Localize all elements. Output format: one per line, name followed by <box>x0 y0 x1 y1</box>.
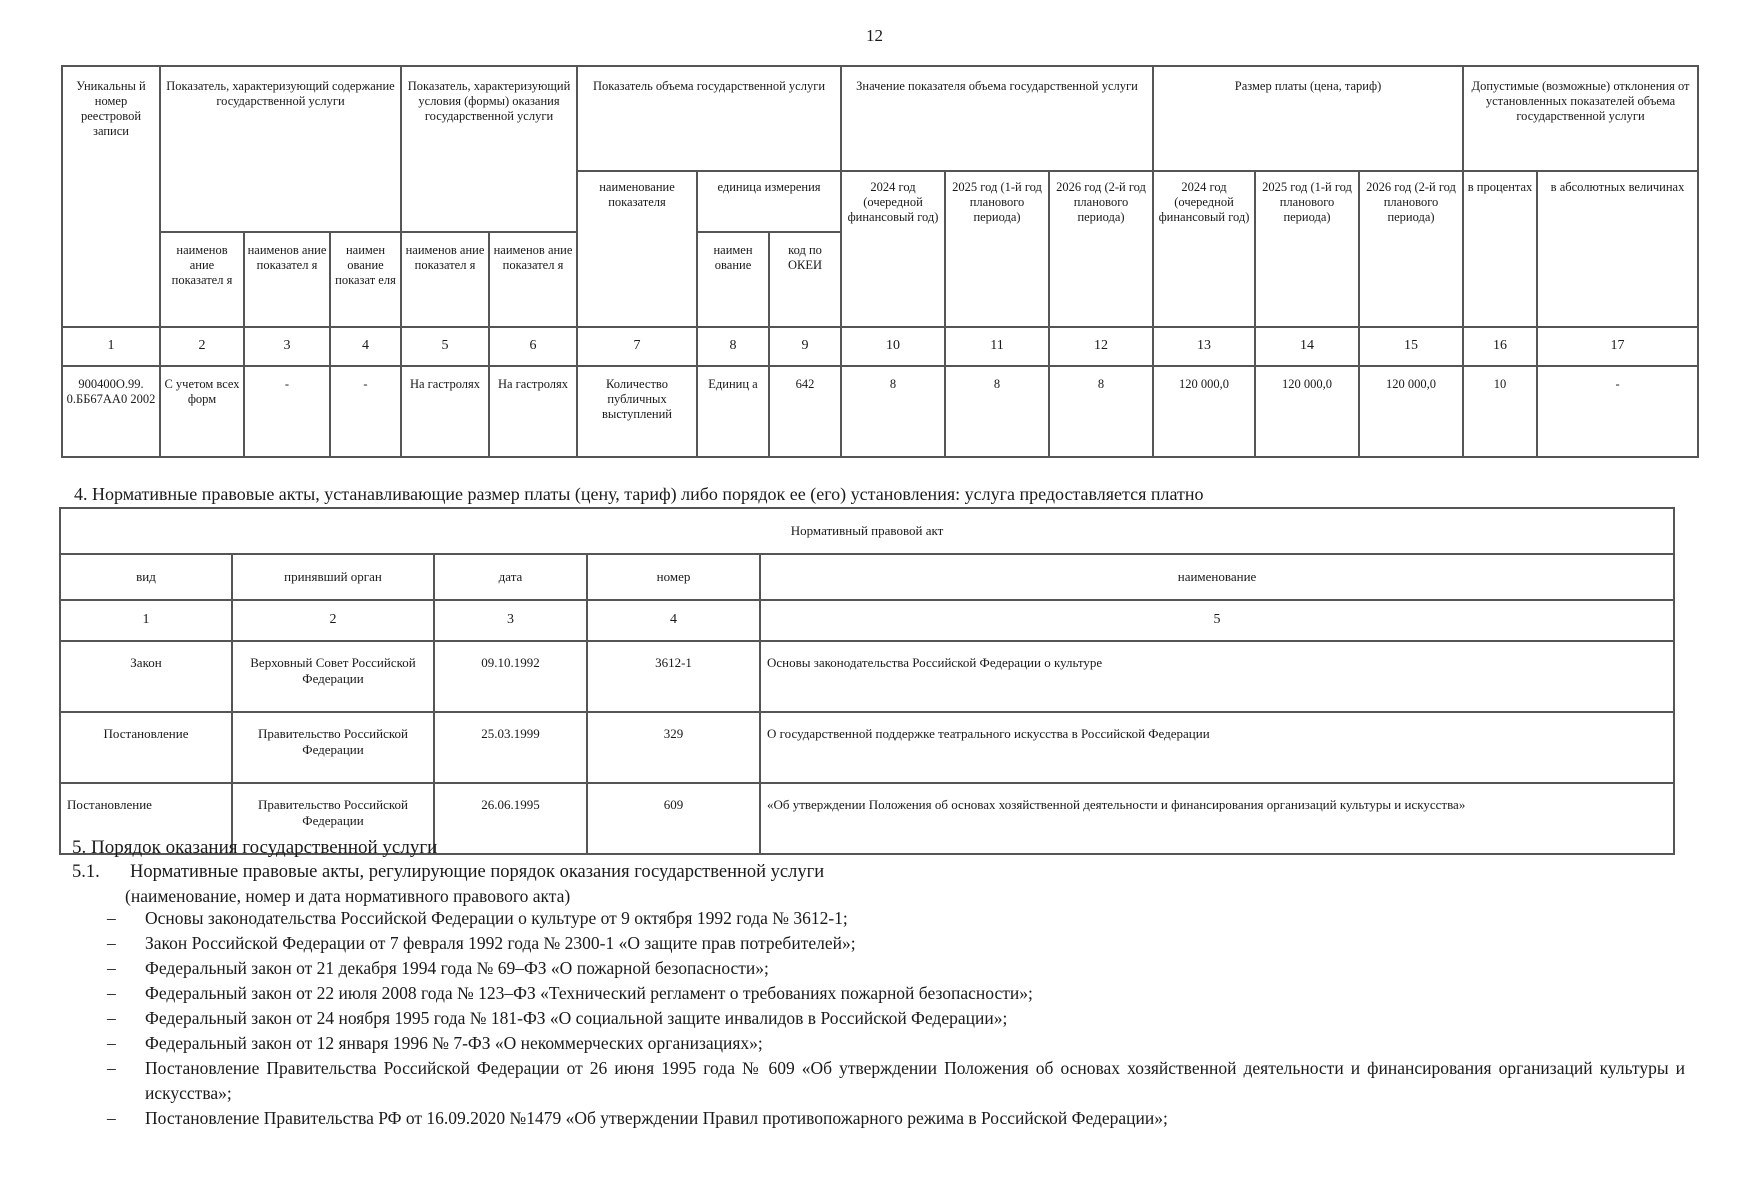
table-cell: - <box>1537 366 1698 457</box>
header-unit: единица измерения <box>697 171 841 232</box>
table-cell: О государственной поддержке театрального искусства в Российской Федерации <box>760 712 1674 783</box>
list-dash: – <box>107 983 116 1003</box>
header-unique-number: Уникальны й номер реестровой записи <box>62 66 160 327</box>
column-number: 1 <box>62 327 160 366</box>
table-cell: 120 000,0 <box>1255 366 1359 457</box>
column-number: 13 <box>1153 327 1255 366</box>
header-volume-2024: 2024 год (очередной финансовый год) <box>841 171 945 327</box>
table-cell: На гастролях <box>401 366 489 457</box>
table-cell: Постановление <box>60 783 232 854</box>
header-name-of-indicator: наименование показателя <box>577 171 697 327</box>
subheader-name: наименов ание показател я <box>160 232 244 327</box>
table-cell: 8 <box>1049 366 1153 457</box>
table-cell: 3612-1 <box>587 641 760 712</box>
table-cell: 120 000,0 <box>1359 366 1463 457</box>
list-item-text: Федеральный закон от 22 июля 2008 года № 123–ФЗ «Технический регламент о требованиях пожарной безопасности»; <box>145 983 1033 1003</box>
table-cell: Основы законодательства Российской Федерации о культуре <box>760 641 1674 712</box>
table-cell: Закон <box>60 641 232 712</box>
header-fee-2025: 2025 год (1-й год планового периода) <box>1255 171 1359 327</box>
table-cell: 25.03.1999 <box>434 712 587 783</box>
column-header-date: дата <box>434 554 587 600</box>
header-fee-2026: 2026 год (2-й год планового периода) <box>1359 171 1463 327</box>
list-item-text: Основы законодательства Российской Федерации о культуре от 9 октября 1992 года № 3612-1; <box>145 908 848 928</box>
table-row <box>60 712 1674 783</box>
table-cell: 642 <box>769 366 841 457</box>
column-number: 4 <box>330 327 401 366</box>
section-4-heading: 4. Нормативные правовые акты, устанавливающие размер платы (цену, тариф) либо порядок ее (его) установления: услуга предоставляется платно <box>74 484 1204 504</box>
column-number: 9 <box>769 327 841 366</box>
section-5-heading: 5. Порядок оказания государственной услуги <box>72 837 438 858</box>
table-cell: Единиц а <box>697 366 769 457</box>
header-percent: в процентах <box>1463 171 1537 327</box>
list-dash: – <box>107 933 116 953</box>
column-number: 5 <box>401 327 489 366</box>
table-cell: 329 <box>587 712 760 783</box>
column-number: 8 <box>697 327 769 366</box>
list-item <box>107 981 1685 1006</box>
subheader-name: наименов ание показател я <box>244 232 330 327</box>
header-deviations: Допустимые (возможные) отклонения от установленных показателей объема государственной услуги <box>1463 66 1698 171</box>
table-cell: Постановление <box>60 712 232 783</box>
column-header-title: наименование <box>760 554 1674 600</box>
table-row <box>62 366 1698 457</box>
column-number: 3 <box>434 600 587 641</box>
column-number: 7 <box>577 327 697 366</box>
table-cell: Верховный Совет Российской Федерации <box>232 641 434 712</box>
list-item-text: Федеральный закон от 12 января 1996 № 7-ФЗ «О некоммерческих организациях»; <box>145 1033 763 1053</box>
table-cell: - <box>244 366 330 457</box>
legal-acts-table <box>59 507 1675 855</box>
column-number: 12 <box>1049 327 1153 366</box>
list-dash: – <box>107 1108 116 1128</box>
legal-acts-list <box>107 906 1685 1131</box>
section-5-1-note: (наименование, номер и дата нормативного правового акта) <box>125 886 571 906</box>
subheader-unit-name: наимен ование <box>697 232 769 327</box>
column-number: 17 <box>1537 327 1698 366</box>
table-cell: 120 000,0 <box>1153 366 1255 457</box>
subheader-name: наименов ание показател я <box>401 232 489 327</box>
column-number: 14 <box>1255 327 1359 366</box>
page-number: 12 <box>866 26 883 45</box>
table-cell: - <box>330 366 401 457</box>
table-cell: Количество публичных выступлений <box>577 366 697 457</box>
subheader-okei-code: код по ОКЕИ <box>769 232 841 327</box>
column-number: 4 <box>587 600 760 641</box>
subheader-name: наименов ание показател я <box>489 232 577 327</box>
column-header-number: номер <box>587 554 760 600</box>
list-item <box>107 906 1685 931</box>
list-item <box>107 1006 1685 1031</box>
header-volume-value: Значение показателя объема государственной услуги <box>841 66 1153 171</box>
table-cell: 09.10.1992 <box>434 641 587 712</box>
column-number: 6 <box>489 327 577 366</box>
table-cell: 26.06.1995 <box>434 783 587 854</box>
section-5-1-number: 5.1. <box>72 862 100 882</box>
list-item-text: Федеральный закон от 21 декабря 1994 года № 69–ФЗ «О пожарной безопасности»; <box>145 958 769 978</box>
table-cell: На гастролях <box>489 366 577 457</box>
list-item-text: Федеральный закон от 24 ноября 1995 года № 181-ФЗ «О социальной защите инвалидов в Российской Федерации»; <box>145 1008 1008 1028</box>
header-volume-indicator: Показатель объема государственной услуги <box>577 66 841 171</box>
table-cell: С учетом всех форм <box>160 366 244 457</box>
column-header-authority: принявший орган <box>232 554 434 600</box>
list-item-text: Постановление Правительства Российской Федерации от 26 июня 1995 года № 609 «Об утверждении Положения об основах хозяйственной деятельности и финансирования организаций культуры и искусства»; <box>145 1058 1685 1103</box>
registry-number-cell: 900400О.99. 0.ББ67АА0 2002 <box>62 366 160 457</box>
section-5-1-title: Нормативные правовые акты, регулирующие порядок оказания государственной услуги <box>130 862 825 882</box>
header-fee: Размер платы (цена, тариф) <box>1153 66 1463 171</box>
header-absolute: в абсолютных величинах <box>1537 171 1698 327</box>
column-number: 10 <box>841 327 945 366</box>
column-header-type: вид <box>60 554 232 600</box>
column-number: 2 <box>232 600 434 641</box>
list-item <box>107 931 1685 956</box>
section-5-1-heading <box>72 862 824 883</box>
column-number: 11 <box>945 327 1049 366</box>
list-dash: – <box>107 1033 116 1053</box>
list-item <box>107 1056 1685 1106</box>
column-number: 2 <box>160 327 244 366</box>
column-number: 15 <box>1359 327 1463 366</box>
list-dash: – <box>107 958 116 978</box>
table-cell: 10 <box>1463 366 1537 457</box>
table-cell: 8 <box>945 366 1049 457</box>
table-row <box>60 641 1674 712</box>
column-number: 3 <box>244 327 330 366</box>
table-cell: 8 <box>841 366 945 457</box>
list-dash: – <box>107 908 116 928</box>
header-content-indicator: Показатель, характеризующий содержание государственной услуги <box>160 66 401 232</box>
column-number: 1 <box>60 600 232 641</box>
header-volume-2025: 2025 год (1-й год планового периода) <box>945 171 1049 327</box>
volume-indicators-table <box>61 65 1699 458</box>
subheader-name: наимен ование показат еля <box>330 232 401 327</box>
header-conditions-indicator: Показатель, характеризующий условия (формы) оказания государственной услуги <box>401 66 577 232</box>
header-volume-2026: 2026 год (2-й год планового периода) <box>1049 171 1153 327</box>
table-cell: «Об утверждении Положения об основах хозяйственной деятельности и финансирования организаций культуры и искусства» <box>760 783 1674 854</box>
list-dash: – <box>107 1008 116 1028</box>
list-item-text: Закон Российской Федерации от 7 февраля 1992 года № 2300-1 «О защите прав потребителей»; <box>145 933 856 953</box>
column-number: 16 <box>1463 327 1537 366</box>
list-item <box>107 956 1685 981</box>
legal-acts-table-title: Нормативный правовой акт <box>60 508 1674 554</box>
list-item-text: Постановление Правительства РФ от 16.09.2020 №1479 «Об утверждении Правил противопожарного режима в Российской Федерации»; <box>145 1108 1168 1128</box>
list-item <box>107 1031 1685 1056</box>
list-dash: – <box>107 1058 116 1078</box>
column-number: 5 <box>760 600 1674 641</box>
header-fee-2024: 2024 год (очередной финансовый год) <box>1153 171 1255 327</box>
table-cell: Правительство Российской Федерации <box>232 712 434 783</box>
table-cell: Правительство Российской Федерации <box>232 783 434 854</box>
table-cell: 609 <box>587 783 760 854</box>
list-item <box>107 1106 1685 1131</box>
